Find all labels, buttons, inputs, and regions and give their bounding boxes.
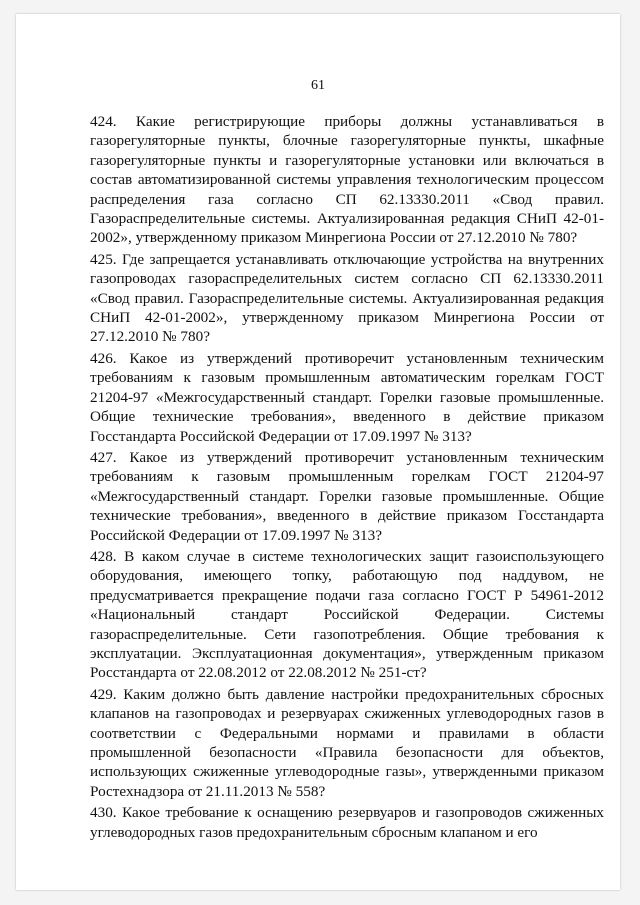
questions-list <box>90 112 604 844</box>
question-427: 427. Какое из утверждений противоречит установленным техническим требованиям к газовым промышленным горелкам ГОСТ 21204-97 «Межгосударственный стандарт. Горелки газовые промышленные. Общие технические требования», введенного в действие приказом Госстандарта Российской Федерации от 17.09.1997 № 313? <box>90 448 604 544</box>
question-426: 426. Какое из утверждений противоречит установленным техническим требованиям к газовым промышленным автоматическим горелкам ГОСТ 21204-97 «Межгосударственный стандарт. Горелки газовые промышленные. Общие технические требования», введенного в действие приказом Госстандарта Российской Федерации от 17.09.1997 № 313? <box>90 349 604 445</box>
page-number: 61 <box>311 78 325 93</box>
question-425: 425. Где запрещается устанавливать отключающие устройства на внутренних газопроводах газораспределительных систем согласно СП 62.13330.2011 «Свод правил. Газораспределительные системы. Актуализированная редакция СНиП 42-01-2002», утвержденному приказом Минрегиона России от 27.12.2010 № 780? <box>90 250 604 346</box>
question-428: 428. В каком случае в системе технологических защит газоиспользующего оборудования, имеющего топку, работающую под наддувом, не предусматривается прекращение подачи газа согласно ГОСТ Р 54961-2012 «Национальный стандарт Российской Федерации. Системы газораспределительные. Сети газопотребления. Общие требования к эксплуатации. Эксплуатационная документация», утвержденным приказом Росстандарта от 22.08.2012 от 22.08.2012 № 251-ст? <box>90 547 604 682</box>
question-424: 424. Какие регистрирующие приборы должны устанавливаться в газорегуляторные пункты, блочные газорегуляторные пункты, шкафные газорегуляторные пункты и газорегуляторные установки или включаться в состав автоматизированной системы управления технологическим процессом распределения газа согласно СП 62.13330.2011 «Свод правил. Газораспределительные системы. Актуализированная редакция СНиП 42-01-2002», утвержденному приказом Минрегиона России от 27.12.2010 № 780? <box>90 113 604 247</box>
question-429: 429. Каким должно быть давление настройки предохранительных сбросных клапанов на газопроводах и резервуарах сжиженных углеводородных газов в соответствии с Федеральными нормами и правилами в области промышленной безопасности «Правила безопасности для объектов, использующих сжиженные углеводородные газы», утвержденными приказом Ростехнадзора от 21.11.2013 № 558? <box>90 685 604 800</box>
document-page <box>16 14 620 890</box>
question-430: 430. Какое требование к оснащению резервуаров и газопроводов сжиженных углеводородных газов предохранительным сбросным клапаном и его <box>90 804 604 841</box>
